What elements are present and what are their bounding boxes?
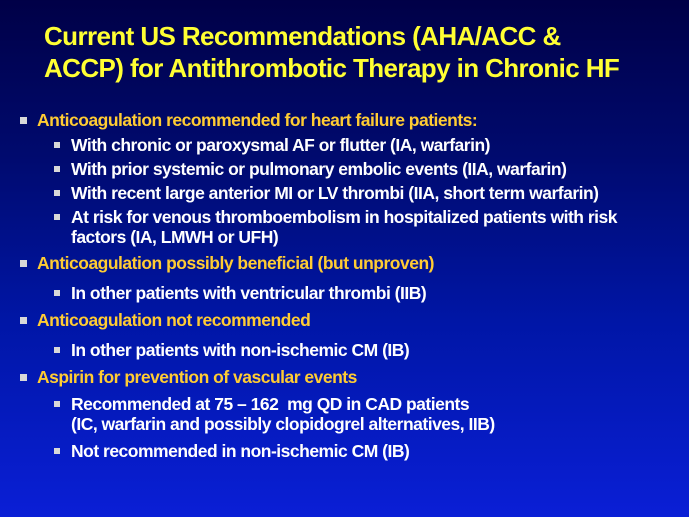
slide-title <box>44 20 674 84</box>
square-bullet-icon <box>20 374 27 381</box>
sub-bullet-text: With chronic or paroxysmal AF or flutter (IA, warfarin) <box>71 135 490 155</box>
square-bullet-icon <box>20 260 27 267</box>
square-bullet-icon <box>54 401 60 407</box>
sub-bullet-text: With recent large anterior MI or LV thrombi (IIA, short term warfarin) <box>71 183 599 203</box>
sub-bullet-text: Not recommended in non-ischemic CM (IB) <box>71 441 410 461</box>
sub-bullet-prior-embolic <box>54 159 680 179</box>
sub-bullet-venous-risk <box>54 207 680 247</box>
square-bullet-icon <box>54 142 60 148</box>
bullet-anticoagulation-recommended <box>20 110 680 131</box>
bullet-heading-text: Anticoagulation possibly beneficial (but unproven) <box>37 253 434 273</box>
slide-content <box>20 110 680 461</box>
square-bullet-icon <box>54 448 60 454</box>
bullet-aspirin-prevention <box>20 367 680 388</box>
square-bullet-icon <box>20 317 27 324</box>
bullet-heading-text: Anticoagulation recommended for heart failure patients: <box>37 110 478 130</box>
sub-bullet-chronic-af <box>54 135 680 155</box>
sub-bullet-text: In other patients with ventricular thrombi (IIB) <box>71 283 427 303</box>
sub-bullet-text-line-2: factors (IA, LMWH or UFH) <box>71 227 279 247</box>
sub-bullet-aspirin-recommended <box>54 394 680 434</box>
square-bullet-icon <box>54 190 60 196</box>
bullet-heading-text: Anticoagulation not recommended <box>37 310 311 330</box>
square-bullet-icon <box>54 290 60 296</box>
sub-bullet-text-line-1: At risk for venous thromboembolism in hospitalized patients with risk <box>71 207 617 227</box>
bullet-anticoagulation-possibly-beneficial <box>20 253 680 274</box>
sub-bullet-non-ischemic <box>54 340 680 360</box>
bullet-heading-text: Aspirin for prevention of vascular events <box>37 367 357 387</box>
square-bullet-icon <box>20 117 27 124</box>
sub-bullet-text: With prior systemic or pulmonary embolic events (IIA, warfarin) <box>71 159 567 179</box>
sub-bullet-text-line-1: Recommended at 75 – 162 mg QD in CAD patients <box>71 394 470 414</box>
slide-title-line-2: ACCP) for Antithrombotic Therapy in Chronic HF <box>44 53 620 83</box>
square-bullet-icon <box>54 347 60 353</box>
bullet-anticoagulation-not-recommended <box>20 310 680 331</box>
sub-bullet-text-line-2: (IC, warfarin and possibly clopidogrel alternatives, IIB) <box>71 414 495 434</box>
square-bullet-icon <box>54 214 60 220</box>
sub-bullet-aspirin-not-recommended <box>54 441 680 461</box>
slide-title-line-1: Current US Recommendations (AHA/ACC & <box>44 21 561 51</box>
sub-bullet-recent-mi <box>54 183 680 203</box>
sub-bullet-text: In other patients with non-ischemic CM (IB) <box>71 340 410 360</box>
sub-bullet-ventricular-thrombi <box>54 283 680 303</box>
square-bullet-icon <box>54 166 60 172</box>
